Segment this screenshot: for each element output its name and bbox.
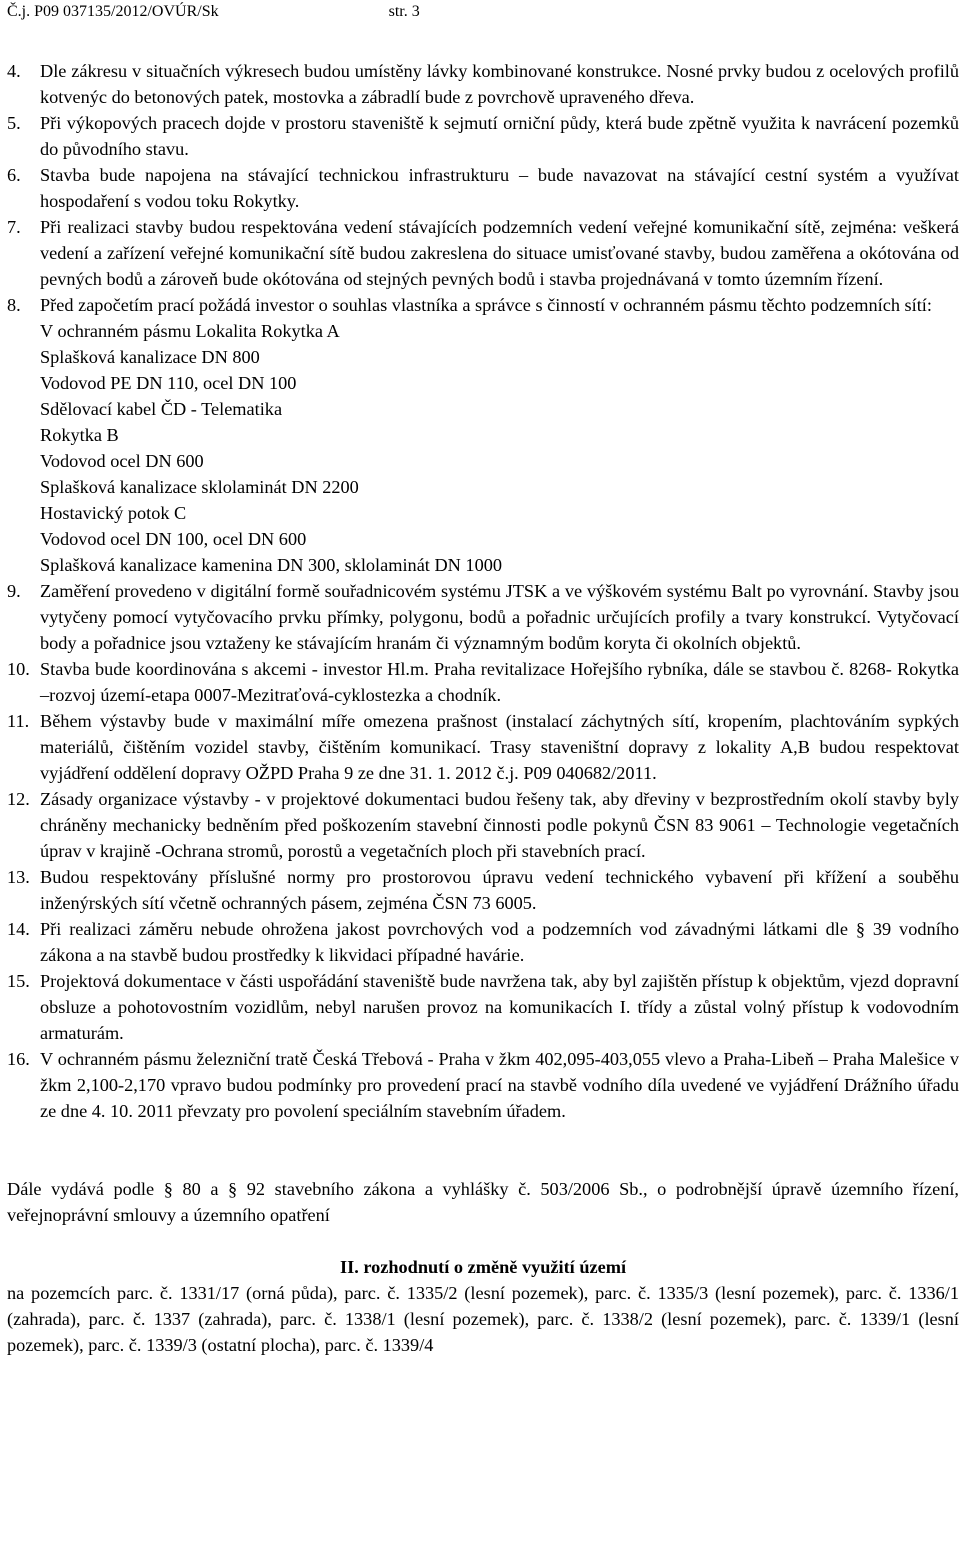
item-number: 12. <box>7 789 30 809</box>
item-text: Při realizaci stavby budou respektována vedení stávajících podzemních vedení veřejné komunikační sítě, zejména: veškerá vedení a zařízení veřejné komunikační sítě budou zakreslena do situace umisťované stavby, budou zaměřena a okótována od pevných bodů a zároveň bude okótována od stejných pevných bodů i stavba projednávaná v tomto územním řízení. <box>40 217 959 289</box>
parcel-list-paragraph: na pozemcích parc. č. 1331/17 (orná půda), parc. č. 1335/2 (lesní pozemek), parc. č. 1335/3 (lesní pozemek), parc. č. 1336/1 (zahrada), parc. č. 1337 (zahrada), parc. č. 1338/1 (lesní pozemek), parc. č. 1338/2 (lesní pozemek), parc. č. 1339/1 (lesní pozemek), parc. č. 1339/3 (ostatní plocha), parc. č. 1339/4 <box>7 1283 959 1355</box>
list-item <box>7 110 959 162</box>
page-number: str. 3 <box>388 3 420 20</box>
item-text: Během výstavby bude v maximální míře omezena prašnost (instalací záchytných sítí, kropením, plachtováním sypkých materiálů, čištěním vozidel stavby, čištěním komunikací. Trasy staveništní dopravy z lokality A,B budou respektovat vyjádření oddělení dopravy OŽPD Praha 9 ze dne 31. 1. 2012 č.j. P09 040682/2011. <box>40 711 959 783</box>
item-text: Při výkopových pracech dojde v prostoru staveniště k sejmutí orniční půdy, která bude zpětně využita k navrácení pozemků do původního stavu. <box>40 113 959 159</box>
item-number: 6. <box>7 165 21 185</box>
list-item <box>7 656 959 708</box>
utility-line: Splašková kanalizace kamenina DN 300, sklolaminát DN 1000 <box>40 555 502 575</box>
item-text: Projektová dokumentace v části uspořádání staveniště bude navržena tak, aby byl zajištěn přístup k objektům, vjezd dopravní obsluze a pohotovostním vozidlům, nebyl narušen provoz na komunikacích I. třídy a zůstal volný přístup k vodovodním armaturám. <box>40 971 959 1043</box>
list-item <box>7 162 959 214</box>
item-number: 15. <box>7 971 30 991</box>
utility-line: Hostavický potok C <box>40 503 187 523</box>
list-item <box>7 1046 959 1124</box>
item-number: 14. <box>7 919 30 939</box>
list-item <box>7 58 959 110</box>
closing-paragraph: Dále vydává podle § 80 a § 92 stavebního zákona a vyhlášky č. 503/2006 Sb., o podrobnější úpravě územního řízení, veřejnoprávní smlouvy a územního opatření <box>7 1179 959 1225</box>
utility-line: Vodovod ocel DN 100, ocel DN 600 <box>40 529 307 549</box>
item-text: V ochranném pásmu železniční tratě Česká Třebová - Praha v žkm 402,095-403,055 vlevo a Praha-Libeň – Praha Malešice v žkm 2,100-2,170 vpravo budou podmínky pro provedení prací na stavbě vodního díla uvedené ve vyjádření Drážního úřadu ze dne 4. 10. 2011 převzaty pro povolení speciálním stavebním úřadem. <box>40 1049 959 1121</box>
utility-line: Vodovod PE DN 110, ocel DN 100 <box>40 373 297 393</box>
list-item <box>7 786 959 864</box>
item-text: Stavba bude koordinována s akcemi - investor Hl.m. Praha revitalizace Hořejšího rybníka, dále se stavbou č. 8268- Rokytka –rozvoj území-etapa 0007-Mezitraťová-cyklostezka a chodník. <box>40 659 959 705</box>
list-item <box>7 578 959 656</box>
item-number: 10. <box>7 659 30 679</box>
list-item <box>7 214 959 292</box>
list-item <box>7 292 959 578</box>
list-item <box>7 968 959 1046</box>
conditions-list <box>7 58 959 1124</box>
item-number: 16. <box>7 1049 30 1069</box>
page-header <box>7 0 959 24</box>
utility-line: Sdělovací kabel ČD - Telematika <box>40 399 283 419</box>
item-text: Před započetím prací požádá investor o souhlas vlastníka a správce s činností v ochranném pásmu těchto podzemních sítí: <box>40 295 932 315</box>
list-item <box>7 708 959 786</box>
utility-line: Splašková kanalizace DN 800 <box>40 347 260 367</box>
reference-number: Č.j. P09 037135/2012/OVÚR/Sk <box>7 3 219 20</box>
item-text: Budou respektovány příslušné normy pro prostorovou úpravu vedení technického vybavení při křížení a souběhu inženýrských sítí včetně ochranných pásem, zejména ČSN 73 6005. <box>40 867 959 913</box>
item-number: 13. <box>7 867 30 887</box>
item-number: 5. <box>7 113 21 133</box>
utility-line: V ochranném pásmu Lokalita Rokytka A <box>40 321 340 341</box>
item-number: 9. <box>7 581 21 601</box>
section-heading: II. rozhodnutí o změně využití území <box>339 1257 627 1277</box>
utility-line: Vodovod ocel DN 600 <box>40 451 204 471</box>
utility-line: Splašková kanalizace sklolaminát DN 2200 <box>40 477 359 497</box>
item-text: Při realizaci záměru nebude ohrožena jakost povrchových vod a podzemních vod závadnými látkami dle § 39 vodního zákona a na stavbě budou prostředky k likvidaci případné havárie. <box>40 919 959 965</box>
document-page <box>7 0 959 1358</box>
item-number: 4. <box>7 61 21 81</box>
item-number: 7. <box>7 217 21 237</box>
item-text: Dle zákresu v situačních výkresech budou umístěny lávky kombinované konstrukce. Nosné prvky budou z ocelových profilů kotvenýc do betonových patek, mostovka a zábradlí bude z povrchově upraveného dřeva. <box>40 61 959 107</box>
utility-network-list <box>40 318 959 578</box>
item-number: 8. <box>7 295 21 315</box>
item-text: Zaměření provedeno v digitální formě souřadnicovém systému JTSK a ve výškovém systému Balt po vyrovnání. Stavby jsou vytyčeny pomocí vytyčovacího prvku přímky, polygonu, bodů a pořadnic určujících profily a tvary konstrukcí. Vytyčovací body a pořadnice jsou vztaženy ke stávajícím hranám či významným bodům koryta či okolních objektů. <box>40 581 959 653</box>
list-item <box>7 864 959 916</box>
list-item <box>7 916 959 968</box>
item-number: 11. <box>7 711 30 731</box>
item-text: Zásady organizace výstavby - v projektové dokumentaci budou řešeny tak, aby dřeviny v bezprostředním okolí stavby byly chráněny mechanicky bedněním před poškozením stavební činnosti podle pokynů ČSN 83 9061 – Technologie vegetačních úprav v krajině -Ochrana stromů, porostů a vegetačních ploch při stavebních prací. <box>40 789 959 861</box>
item-text: Stavba bude napojena na stávající technickou infrastrukturu – bude navazovat na stávající cestní systém a využívat hospodaření s vodou toku Rokytky. <box>40 165 959 211</box>
utility-line: Rokytka B <box>40 425 119 445</box>
